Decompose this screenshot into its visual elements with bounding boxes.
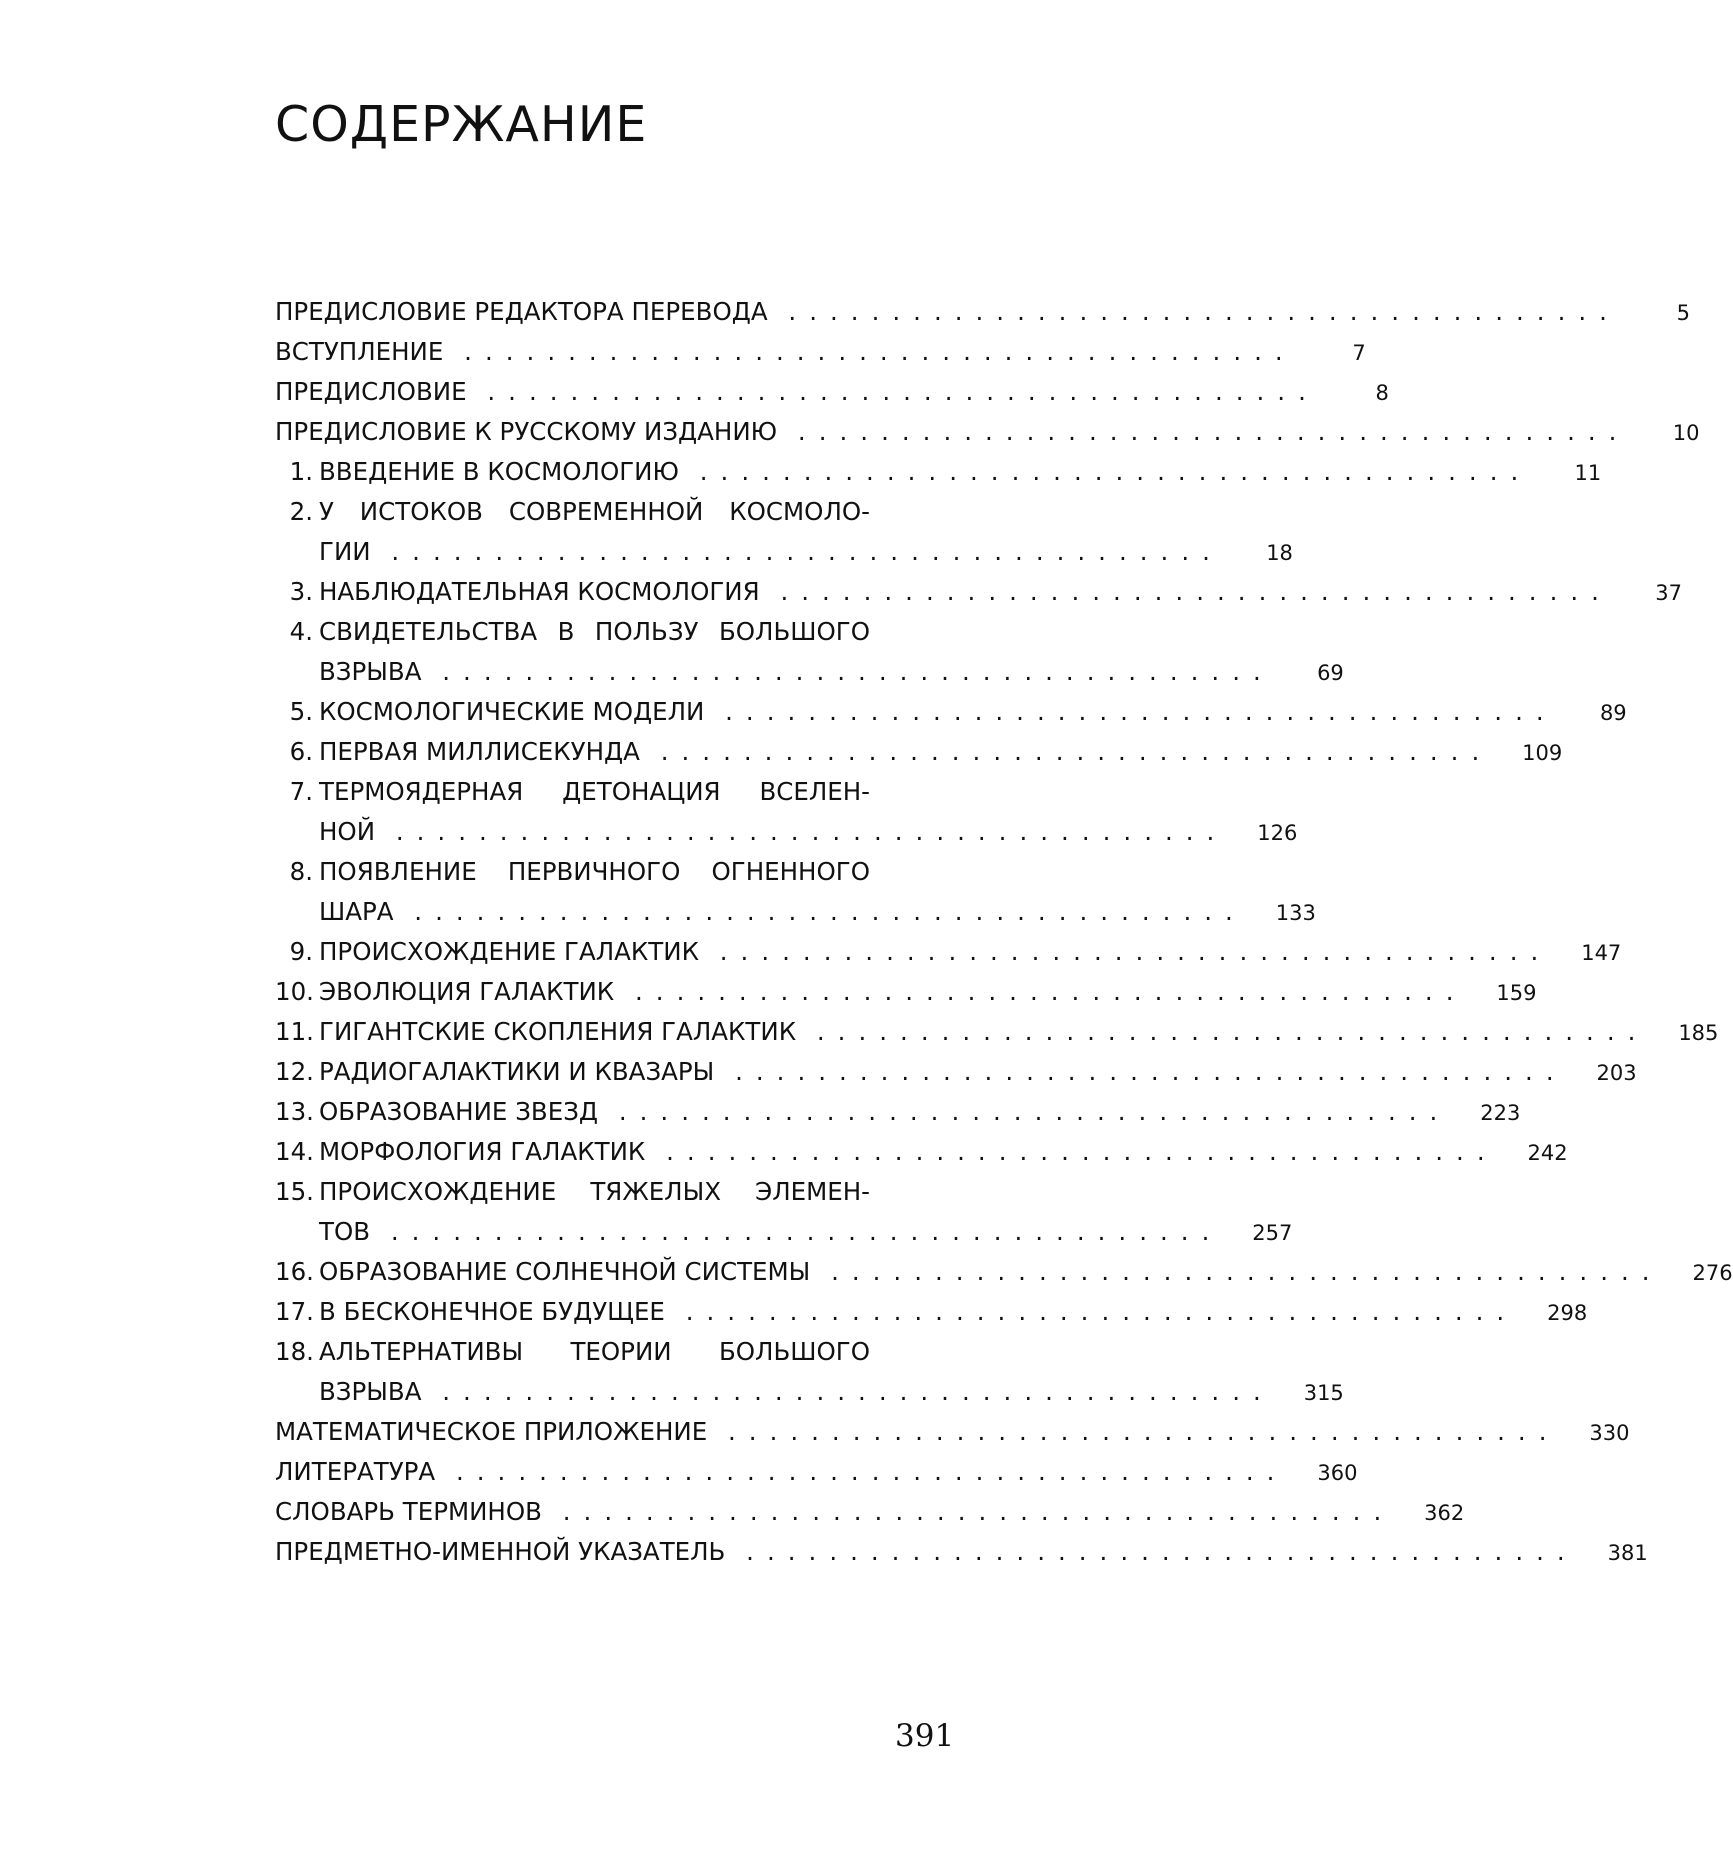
toc-title-text: ВСТУПЛЕНИЕ	[275, 337, 444, 366]
toc-page-number: 362	[1424, 1501, 1465, 1525]
chapter-number: 5.	[289, 697, 313, 726]
toc-page-number: 126	[1257, 821, 1298, 845]
toc-entry	[275, 1412, 1630, 1452]
toc-line	[275, 1132, 1568, 1172]
toc-entry	[275, 412, 1700, 452]
toc-title	[319, 1092, 1450, 1132]
toc-title	[319, 1372, 1274, 1412]
toc-line	[275, 1212, 1293, 1252]
toc-title	[319, 492, 870, 532]
toc-page-number: 89	[1599, 701, 1627, 725]
toc-title-text: У ИСТОКОВ СОВРЕМЕННОЙ КОСМОЛО-	[319, 497, 870, 526]
dot-leader: ........................................	[678, 457, 1532, 486]
chapter-number: 2.	[289, 497, 313, 526]
toc-entry	[275, 732, 1563, 772]
toc-title	[319, 1132, 1498, 1172]
chapter-number: 16.	[275, 1257, 314, 1286]
toc-entry	[275, 1012, 1719, 1052]
toc-line	[275, 1372, 1344, 1412]
dot-leader: ........................................	[541, 1497, 1395, 1526]
toc-title	[319, 612, 870, 652]
dot-leader: ........................................	[707, 1417, 1560, 1446]
toc-line	[275, 1092, 1521, 1132]
toc-title-text: ВВЕДЕНИЕ В КОСМОЛОГИЮ	[319, 457, 679, 486]
chapter-number: 1.	[289, 457, 313, 486]
toc-page-number: 257	[1252, 1221, 1293, 1245]
toc-page-number: 109	[1522, 741, 1563, 765]
toc-line	[275, 1052, 1637, 1092]
dot-leader: ........................................	[435, 1457, 1288, 1486]
toc-title-text: ПРЕДМЕТНО-ИМЕННОЙ УКАЗАТЕЛЬ	[275, 1537, 726, 1566]
toc-title-text: ШАРА	[319, 897, 394, 926]
dot-leader: ........................................	[767, 297, 1620, 326]
toc-title	[319, 1292, 1517, 1332]
toc-line	[275, 612, 940, 652]
toc-line	[275, 532, 1293, 572]
toc-title	[319, 1252, 1663, 1292]
toc-page-number: 18	[1266, 541, 1293, 565]
chapter-number: 12.	[275, 1057, 314, 1086]
chapter-number: 11.	[275, 1017, 314, 1046]
toc-title	[319, 452, 1531, 492]
table-of-contents	[275, 292, 1733, 1572]
toc-line	[275, 372, 1389, 412]
dot-leader: ........................................	[664, 1297, 1518, 1326]
dot-leader: ........................................	[375, 817, 1228, 846]
toc-entry	[275, 1452, 1358, 1492]
dot-leader: ........................................	[370, 537, 1223, 566]
toc-title	[319, 892, 1246, 932]
dot-leader: ........................................	[810, 1257, 1663, 1286]
chapter-number: 6.	[289, 737, 313, 766]
dot-leader: ........................................	[796, 1017, 1649, 1046]
toc-page-number: 381	[1607, 1541, 1648, 1565]
toc-page-number: 147	[1581, 941, 1622, 965]
toc-entry	[275, 772, 1298, 852]
toc-title-text: ГИИ	[319, 537, 371, 566]
toc-line	[275, 1492, 1465, 1532]
toc-line	[275, 1532, 1648, 1572]
toc-title	[319, 692, 1557, 732]
toc-title	[319, 652, 1274, 692]
toc-entry	[275, 572, 1682, 612]
toc-title	[319, 772, 870, 812]
toc-title	[319, 932, 1551, 972]
toc-title	[275, 332, 1296, 372]
toc-line	[275, 892, 1316, 932]
toc-page-number: 315	[1303, 1381, 1344, 1405]
toc-title	[319, 812, 1227, 852]
toc-title	[319, 1212, 1222, 1252]
toc-line	[275, 1452, 1358, 1492]
page-number: 391	[895, 1718, 955, 1754]
toc-entry	[275, 332, 1366, 372]
chapter-number: 7.	[289, 777, 313, 806]
toc-title-text: В БЕСКОНЕЧНОЕ БУДУЩЕЕ	[319, 1297, 665, 1326]
dot-leader: ........................................	[639, 737, 1493, 766]
toc-page-number: 223	[1480, 1101, 1521, 1125]
toc-title-text: ВЗРЫВА	[319, 1377, 422, 1406]
toc-page-number: 159	[1496, 981, 1537, 1005]
toc-page-number: 185	[1678, 1021, 1719, 1045]
toc-entry	[275, 612, 1344, 692]
toc-line	[275, 812, 1298, 852]
toc-entry	[275, 292, 1690, 332]
toc-page-number: 11	[1574, 461, 1602, 485]
toc-line	[275, 452, 1602, 492]
toc-line	[275, 972, 1537, 1012]
toc-title	[319, 852, 870, 892]
toc-line	[275, 772, 940, 812]
chapter-number: 14.	[275, 1137, 314, 1166]
toc-line	[275, 692, 1627, 732]
toc-title-text: ПРЕДИСЛОВИЕ К РУССКОМУ ИЗДАНИЮ	[275, 417, 778, 446]
chapter-number: 3.	[289, 577, 313, 606]
dot-leader: ........................................	[645, 1137, 1498, 1166]
toc-line	[275, 1292, 1588, 1332]
dot-leader: ........................................	[443, 337, 1296, 366]
toc-line	[275, 852, 940, 892]
toc-entry	[275, 1532, 1648, 1572]
toc-title	[319, 972, 1467, 1012]
toc-title	[275, 292, 1620, 332]
toc-title	[319, 1012, 1648, 1052]
toc-title-text: ПЕРВАЯ МИЛЛИСЕКУНДА	[319, 737, 640, 766]
toc-entry	[275, 1052, 1637, 1092]
toc-entry	[275, 1132, 1568, 1172]
chapter-number: 13.	[275, 1097, 314, 1126]
toc-page-number: 10	[1672, 421, 1700, 445]
toc-page-number: 7	[1352, 341, 1366, 365]
toc-title-text: ОБРАЗОВАНИЕ ЗВЕЗД	[319, 1097, 599, 1126]
dot-leader: ........................................	[777, 417, 1630, 446]
toc-line	[275, 1412, 1630, 1452]
chapter-number: 8.	[289, 857, 313, 886]
toc-title-text: ВЗРЫВА	[319, 657, 422, 686]
toc-line	[275, 652, 1344, 692]
dot-leader: ........................................	[698, 937, 1552, 966]
toc-title	[275, 412, 1629, 452]
toc-title-text: МОРФОЛОГИЯ ГАЛАКТИК	[319, 1137, 646, 1166]
toc-page-number: 360	[1317, 1461, 1358, 1485]
toc-title-text: СВИДЕТЕЛЬСТВА В ПОЛЬЗУ БОЛЬШОГО	[319, 617, 870, 646]
toc-title	[275, 1412, 1560, 1452]
toc-title-text: НАБЛЮДАТЕЛЬНАЯ КОСМОЛОГИЯ	[319, 577, 760, 606]
dot-leader: ........................................	[393, 897, 1246, 926]
dot-leader: ........................................	[614, 977, 1467, 1006]
dot-leader: ........................................	[370, 1217, 1223, 1246]
toc-title	[319, 1172, 870, 1212]
toc-entry	[275, 1292, 1588, 1332]
toc-title-text: ПРЕДИСЛОВИЕ РЕДАКТОРА ПЕРЕВОДА	[275, 297, 768, 326]
dot-leader: ........................................	[714, 1057, 1567, 1086]
toc-title	[319, 1332, 870, 1372]
toc-line	[275, 1332, 940, 1372]
toc-line	[275, 1252, 1733, 1292]
toc-title-text: ПРОИСХОЖДЕНИЕ ГАЛАКТИК	[319, 937, 699, 966]
toc-entry	[275, 1332, 1344, 1412]
toc-title	[319, 532, 1223, 572]
toc-title-text: МАТЕМАТИЧЕСКОЕ ПРИЛОЖЕНИЕ	[275, 1417, 708, 1446]
toc-line	[275, 292, 1690, 332]
toc-entry	[275, 492, 1293, 572]
toc-title-text: ОБРАЗОВАНИЕ СОЛНЕЧНОЙ СИСТЕМЫ	[319, 1257, 811, 1286]
toc-page-number: 203	[1596, 1061, 1637, 1085]
toc-title-text: РАДИОГАЛАКТИКИ И КВАЗАРЫ	[319, 1057, 715, 1086]
toc-title-text: СЛОВАРЬ ТЕРМИНОВ	[275, 1497, 542, 1526]
toc-title	[275, 1452, 1287, 1492]
toc-entry	[275, 932, 1622, 972]
toc-entry	[275, 1492, 1465, 1532]
chapter-number: 18.	[275, 1337, 314, 1366]
toc-line	[275, 1012, 1719, 1052]
toc-title-text: ТОВ	[319, 1217, 371, 1246]
chapter-number: 10.	[275, 977, 314, 1006]
toc-title-text: ТЕРМОЯДЕРНАЯ ДЕТОНАЦИЯ ВСЕЛЕН-	[319, 777, 870, 806]
toc-entry	[275, 1092, 1521, 1132]
dot-leader: ........................................	[725, 1537, 1578, 1566]
toc-entry	[275, 692, 1627, 732]
toc-page-number: 276	[1692, 1261, 1733, 1285]
toc-page-number: 37	[1655, 581, 1682, 605]
toc-line	[275, 332, 1366, 372]
dot-leader: ........................................	[759, 577, 1612, 606]
toc-page-number: 8	[1375, 381, 1389, 405]
dot-leader: ........................................	[704, 697, 1557, 726]
toc-line	[275, 412, 1700, 452]
toc-title-text: НОЙ	[319, 817, 376, 846]
chapter-number: 9.	[289, 937, 313, 966]
toc-title	[275, 372, 1319, 412]
toc-page-number: 133	[1275, 901, 1316, 925]
toc-title-text: АЛЬТЕРНАТИВЫ ТЕОРИИ БОЛЬШОГО	[319, 1337, 870, 1366]
toc-line	[275, 1172, 940, 1212]
dot-leader: ........................................	[421, 657, 1274, 686]
toc-entry	[275, 452, 1602, 492]
toc-entry	[275, 1252, 1733, 1292]
toc-entry	[275, 1172, 1293, 1252]
toc-title-text: ПОЯВЛЕНИЕ ПЕРВИЧНОГО ОГНЕННОГО	[319, 857, 870, 886]
toc-title-text: ЛИТЕРАТУРА	[275, 1457, 436, 1486]
toc-title	[275, 1532, 1578, 1572]
toc-line	[275, 572, 1682, 612]
toc-entry	[275, 372, 1389, 412]
dot-leader: ........................................	[598, 1097, 1451, 1126]
toc-title	[275, 1492, 1394, 1532]
toc-line	[275, 492, 940, 532]
toc-page-number: 298	[1547, 1301, 1588, 1325]
toc-page-number: 330	[1589, 1421, 1630, 1445]
dot-leader: ........................................	[466, 377, 1319, 406]
toc-title	[319, 1052, 1567, 1092]
toc-title-text: ГИГАНТСКИЕ СКОПЛЕНИЯ ГАЛАКТИК	[319, 1017, 797, 1046]
page-title: СОДЕРЖАНИЕ	[275, 96, 648, 153]
toc-page-number: 69	[1317, 661, 1344, 685]
chapter-number: 15.	[275, 1177, 314, 1206]
chapter-number: 4.	[289, 617, 313, 646]
chapter-number: 17.	[275, 1297, 314, 1326]
toc-title-text: КОСМОЛОГИЧЕСКИЕ МОДЕЛИ	[319, 697, 705, 726]
toc-page-number: 5	[1676, 301, 1690, 325]
toc-title-text: ЭВОЛЮЦИЯ ГАЛАКТИК	[319, 977, 615, 1006]
toc-entry	[275, 972, 1537, 1012]
dot-leader: ........................................	[421, 1377, 1274, 1406]
toc-title-text: ПРЕДИСЛОВИЕ	[275, 377, 467, 406]
toc-line	[275, 932, 1622, 972]
toc-entry	[275, 852, 1316, 932]
toc-title-text: ПРОИСХОЖДЕНИЕ ТЯЖЕЛЫХ ЭЛЕМЕН-	[319, 1177, 870, 1206]
toc-page-number: 242	[1527, 1141, 1568, 1165]
toc-title	[319, 572, 1612, 612]
toc-title	[319, 732, 1492, 772]
toc-line	[275, 732, 1563, 772]
